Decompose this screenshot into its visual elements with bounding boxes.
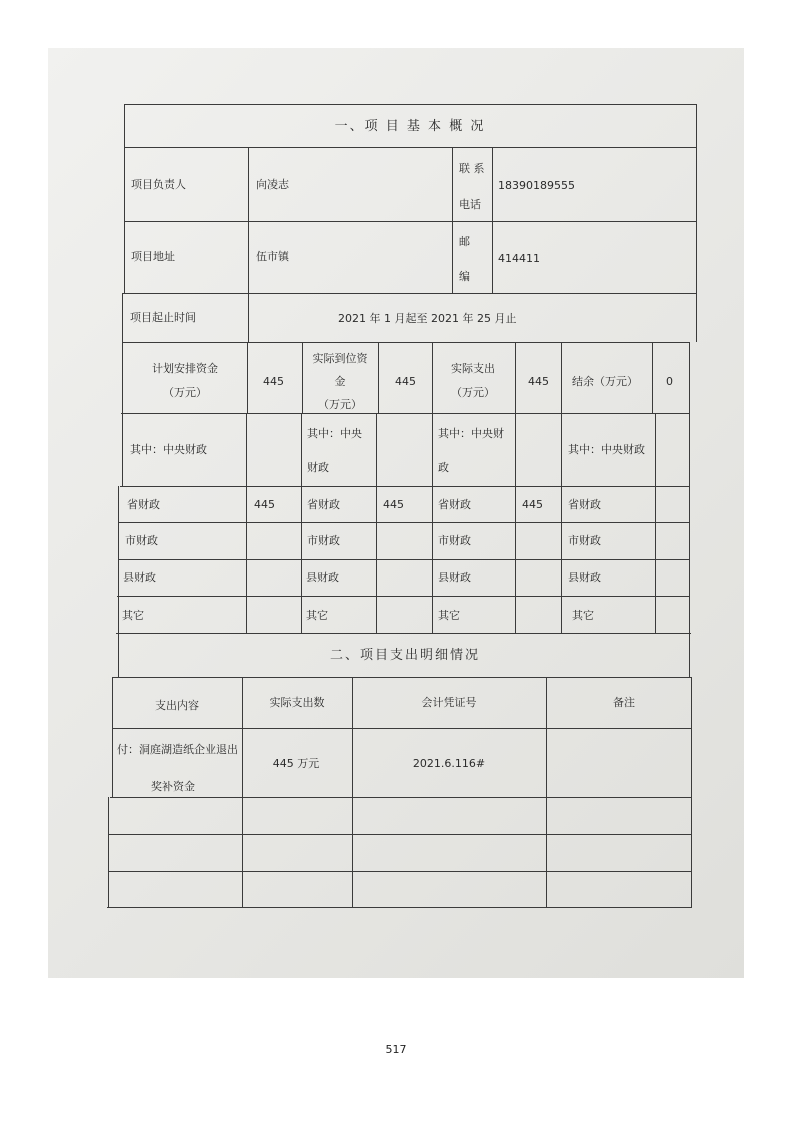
- row-line: [118, 559, 690, 560]
- period-value: 2021 年 1 月起至 2021 年 25 月止: [338, 312, 517, 325]
- spent-funds-value: 445: [528, 375, 549, 388]
- table-border-left: [122, 293, 123, 486]
- period-label: 项目起止时间: [130, 311, 196, 324]
- section2-title: 二、项目支出明细情况: [329, 648, 481, 663]
- city-finance-label: 市财政: [307, 534, 340, 547]
- section1-title: 一、项 目 基 本 概 况: [334, 119, 486, 134]
- page-number: 517: [385, 1043, 407, 1056]
- other-finance-label: 其它: [122, 609, 144, 622]
- row-line: [112, 728, 691, 729]
- planned-funds-unit: （万元）: [163, 386, 207, 399]
- other-finance-label: 其它: [438, 609, 460, 622]
- city-finance-label: 市财政: [125, 534, 158, 547]
- leader-value: 向凌志: [256, 178, 289, 191]
- expense-voucher: 2021.6.116#: [412, 757, 486, 770]
- planned-funds-label: 计划安排资金: [152, 362, 218, 375]
- provincial-finance-value: 445: [383, 498, 404, 511]
- col-line: [561, 413, 562, 633]
- postcode-value: 414411: [498, 252, 540, 265]
- col-line: [352, 677, 353, 907]
- spent-funds-label: 实际支出: [451, 362, 495, 375]
- balance-value: 0: [666, 375, 673, 388]
- col-line: [302, 342, 303, 413]
- col-line: [242, 677, 243, 907]
- row-line: [120, 486, 690, 487]
- header-remark: 备注: [613, 696, 635, 709]
- col-line: [652, 342, 653, 413]
- city-finance-label: 市财政: [438, 534, 471, 547]
- received-funds-unit: （万元）: [318, 398, 362, 411]
- row-line: [109, 834, 691, 835]
- col-line: [655, 413, 656, 633]
- col-line: [378, 342, 379, 413]
- table-border-left: [112, 677, 113, 797]
- central-finance-label: 政: [438, 461, 449, 474]
- county-finance-label: 县财政: [123, 571, 156, 584]
- row-line: [117, 596, 690, 597]
- planned-funds-value: 445: [263, 375, 284, 388]
- col-line: [515, 413, 516, 633]
- header-expense-content: 支出内容: [155, 699, 199, 712]
- row-line: [116, 633, 691, 634]
- row-line: [108, 871, 691, 872]
- col-line: [248, 147, 249, 293]
- table-border-left: [124, 104, 125, 293]
- row-line: [124, 221, 697, 222]
- central-finance-label: 其中：中央财: [438, 427, 504, 440]
- table-border-left: [118, 486, 119, 677]
- table-border-bottom: [107, 907, 692, 908]
- received-funds-label: 金: [334, 375, 346, 388]
- central-finance-label: 财政: [307, 461, 329, 474]
- provincial-finance-label: 省财政: [438, 498, 471, 511]
- central-finance-label: 其中：中央财政: [568, 443, 645, 456]
- provincial-finance-label: 省财政: [307, 498, 340, 511]
- expense-amount: 445 万元: [272, 757, 320, 770]
- county-finance-label: 县财政: [568, 571, 601, 584]
- row-line: [119, 522, 690, 523]
- col-line: [248, 293, 249, 342]
- table-border-right: [696, 104, 697, 342]
- row-line: [110, 797, 691, 798]
- phone-label: 电话: [459, 198, 481, 211]
- received-funds-value: 445: [395, 375, 416, 388]
- other-finance-label: 其它: [306, 609, 328, 622]
- row-line: [113, 677, 691, 678]
- row-line: [122, 342, 689, 343]
- provincial-finance-label: 省财政: [127, 498, 160, 511]
- expense-content: 付：洞庭湖造纸企业退出: [117, 743, 238, 756]
- col-line: [247, 342, 248, 413]
- spent-funds-unit: （万元）: [451, 386, 495, 399]
- col-line: [432, 342, 433, 413]
- other-finance-label: 其它: [572, 609, 594, 622]
- postcode-label: 邮: [459, 235, 470, 248]
- phone-value: 18390189555: [498, 179, 575, 192]
- balance-label: 结余（万元）: [572, 375, 638, 388]
- row-line: [121, 413, 689, 414]
- county-finance-label: 县财政: [306, 571, 339, 584]
- leader-label: 项目负责人: [131, 178, 186, 191]
- county-finance-label: 县财政: [438, 571, 471, 584]
- col-line: [492, 147, 493, 293]
- table-border-right: [689, 342, 690, 677]
- header-actual-amount: 实际支出数: [269, 696, 325, 709]
- col-line: [515, 342, 516, 413]
- col-line: [301, 413, 302, 633]
- col-line: [432, 413, 433, 633]
- provincial-finance-label: 省财政: [568, 498, 601, 511]
- provincial-finance-value: 445: [522, 498, 543, 511]
- col-line: [561, 342, 562, 413]
- city-finance-label: 市财政: [568, 534, 601, 547]
- table-border-top: [124, 104, 697, 105]
- central-finance-label: 其中：中央: [307, 427, 362, 440]
- row-line: [124, 147, 697, 148]
- expense-content: 奖补资金: [151, 780, 195, 793]
- phone-label: 联 系: [459, 162, 485, 175]
- col-line: [452, 147, 453, 293]
- postcode-label: 编: [459, 270, 470, 283]
- central-finance-label: 其中：中央财政: [130, 443, 207, 456]
- header-voucher-number: 会计凭证号: [421, 696, 477, 709]
- received-funds-label: 实际到位资: [312, 352, 368, 365]
- provincial-finance-value: 445: [254, 498, 275, 511]
- table-border-left: [108, 797, 109, 907]
- col-line: [376, 413, 377, 633]
- address-value: 伍市镇: [256, 250, 289, 263]
- col-line: [246, 413, 247, 633]
- table-border-right: [691, 677, 692, 907]
- address-label: 项目地址: [131, 250, 175, 263]
- col-line: [546, 677, 547, 907]
- row-line: [123, 293, 697, 294]
